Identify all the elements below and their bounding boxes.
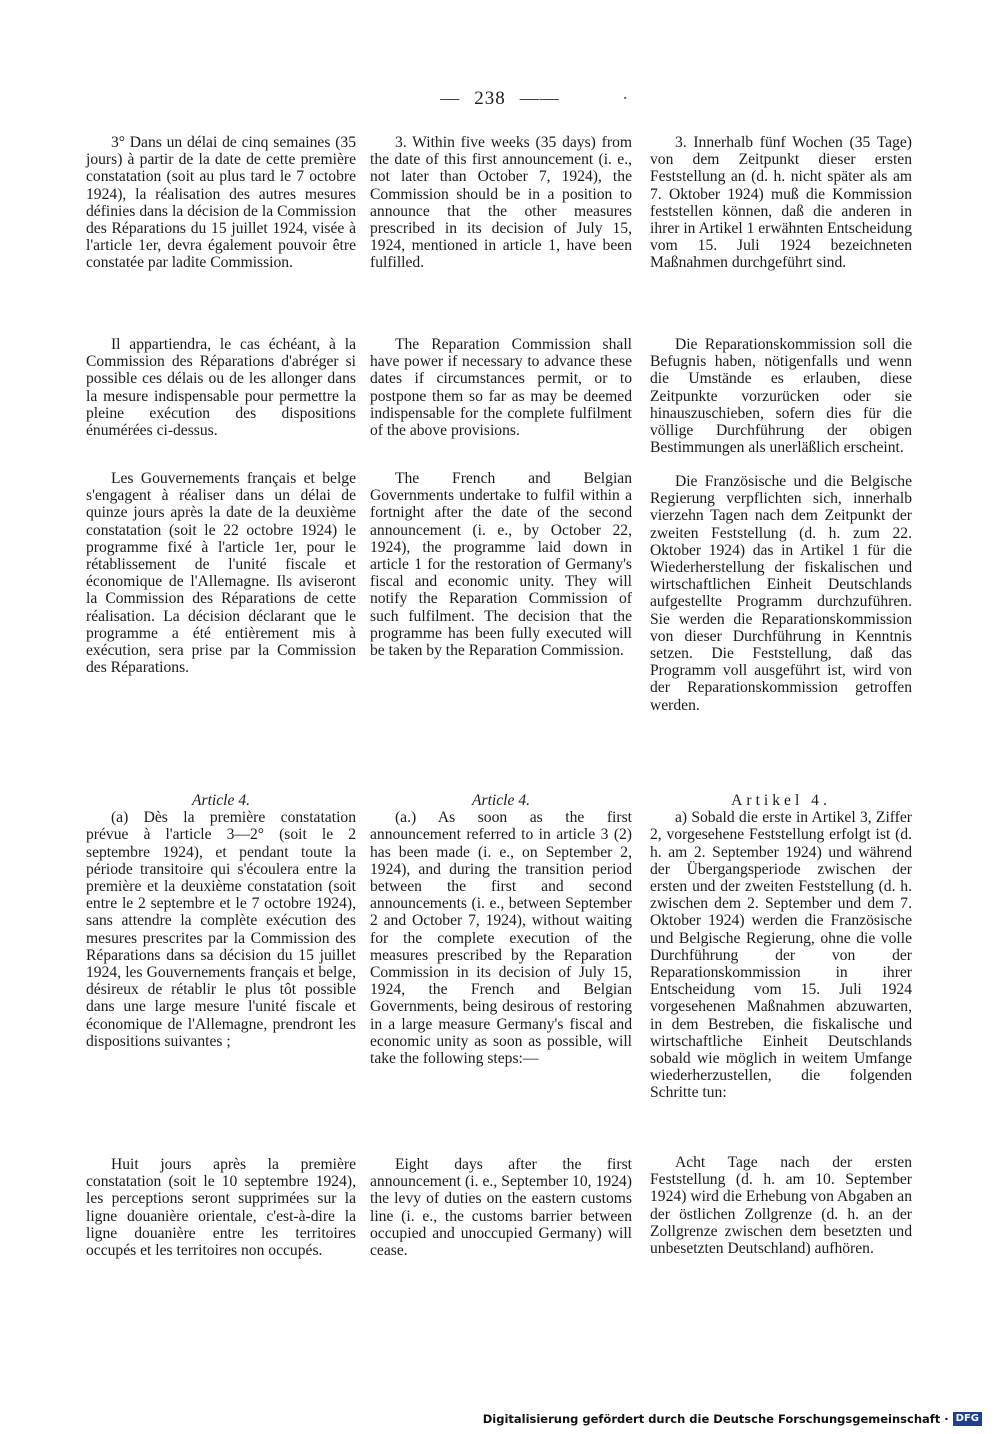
en-text-1: 3. Within five weeks (35 days) from the date of this first announcement (i. e., not later than October 7, 1924), the Commission should be in a position to announce that the other measures prescribed in its decision of July 15, 1924, mentioned in article 1, have been fulfilled. [370, 134, 632, 272]
footer-text: Digitalisierung gefördert durch die Deutsche Forschungsgemeinschaft · [482, 1412, 949, 1426]
de-article-4 [650, 792, 912, 1102]
en-paragraph-1 [370, 134, 632, 272]
de-text-2: Die Reparationskommission soll die Befugnis haben, nötigenfalls und wenn die Umstände es erlauben, diese Zeitpunkte vorzurücken oder sie hinauszuschieben, sofern dies für die völlige Durchführung der obigen Bestimmungen als unerläßlich erscheint. [650, 336, 912, 457]
en-paragraph-3 [370, 470, 632, 659]
de-paragraph-5 [650, 1154, 912, 1257]
fr-article-4 [86, 792, 356, 1050]
fr-text-3: Les Gouvernements français et belge s'engagent à réaliser dans un délai de quinze jours après la date de la deuxième constatation (soit le 22 octobre 1924) le programme fixé à l'article 1er, pour le rétablissement de l'unité fiscale et économique de l'Allemagne. Ils aviseront la Commission des Réparations de cette réalisation. La décision déclarant que le programme a été entièrement mis à exécution, sera prise par la Commission des Réparations. [86, 470, 356, 677]
en-article-4 [370, 792, 632, 1067]
de-text-3: Die Französische und die Belgische Regierung verpflichten sich, innerhalb vierzehn Tagen nach dem Zeitpunkt der zweiten Feststellung (d. h. zum 22. Oktober 1924) das in Artikel 1 für die Wiederherstellung der fiskalischen und wirtschaftlichen Einheit Deutschlands aufgestellte Programm durchzuführen. Sie werden die Reparationskommission von dieser Durchführung in Kenntnis setzen. Die Feststellung, daß das Programm voll ausgeführt ist, wird von der Reparationskommission getroffen werden. [650, 473, 912, 714]
page-number-left-dash: — [440, 88, 461, 109]
page-number-dot: · [622, 88, 630, 109]
fr-paragraph-5 [86, 1156, 356, 1259]
de-paragraph-1 [650, 134, 912, 272]
de-text-5: Acht Tage nach der ersten Feststellung (d. h. am 10. September 1924) wird die Erhebung von Abgaben an der östlichen Zollgrenze (d. h. an der Zollgrenze zwischen dem besetzten und unbesetzten Deutschland) aufhören. [650, 1154, 912, 1258]
en-article-heading: Article 4. [471, 792, 531, 809]
en-paragraph-5 [370, 1156, 632, 1259]
fr-paragraph-1 [86, 134, 356, 272]
page-number: 238 [474, 88, 506, 109]
de-text-1: 3. Innerhalb fünf Wochen (35 Tage) von dem Zeitpunkt dieser ersten Feststellung an (d. h. nicht später als am 7. Oktober 1924) muß die Kommission feststellen können, daß die anderen in ihrer in Artikel 1 erwähnten Entscheidung vom 15. Juli 1924 bezeichneten Maßnahmen durchgeführt sind. [650, 134, 912, 272]
en-text-2: The Reparation Commission shall have power if necessary to advance these dates if circumstances permit, or to postpone them so far as may be deemed indispensable for the complete fulfilment of the above provisions. [370, 336, 632, 440]
en-text-4: (a.) As soon as the first announcement referred to in article 3 (2) has been made (i. e., on September 2, 1924), and during the transition period between the first and second announcements (i. e., between September 2 and October 7, 1924), without waiting for the complete execution of the measures prescribed by the Reparation Commission in its decision of July 15, 1924, the French and Belgian Governments, being desirous of restoring in a large measure Germany's fiscal and economic unity as soon as possible, will take the following steps:— [370, 809, 632, 1068]
de-paragraph-2 [650, 336, 912, 456]
dfg-logo: DFG [953, 1412, 982, 1426]
de-article-heading: Artikel 4. [731, 792, 831, 809]
en-text-3: The French and Belgian Governments undertake to fulfil within a fortnight after the date of the second announcement (i. e., by October 22, 1924), the programme laid down in article 1 for the restoration of Germany's fiscal and economic unity. They will notify the Reparation Commission of such fulfilment. The decision that the programme has been fully executed will be taken by the Reparation Commission. [370, 470, 632, 660]
fr-paragraph-3 [86, 470, 356, 676]
en-text-5: Eight days after the first announcement (i. e., September 10, 1924) the levy of duties on the eastern customs line (i. e., the customs barrier between occupied and unoccupied Germany) will cease. [370, 1156, 632, 1260]
fr-paragraph-2 [86, 336, 356, 439]
funding-footer [483, 1412, 982, 1426]
fr-text-4: (a) Dès la première constatation prévue à l'article 3—2° (soit le 2 septembre 1924), et pendant toute la période transitoire qui s'écoulera entre la première et la deuxième constatation (soit entre le 2 septembre et le 7 octobre 1924), sans attendre la complète exécution des mesures prescrites par la Commission des Réparations dans sa décision du 15 juillet 1924, les Gouvernements français et belge, désireux de rétablir le plus tôt possible dans une large mesure l'unité fiscale et économique de l'Allemagne, prendront les dispositions suivantes ; [86, 809, 356, 1050]
fr-text-2: Il appartiendra, le cas échéant, à la Commission des Réparations d'abréger si possible ces délais ou de les allonger dans la mesure indispensable pour permettre la pleine exécution des dispositions énumérées ci-dessus. [86, 336, 356, 440]
fr-text-1: 3° Dans un délai de cinq semaines (35 jours) à partir de la date de cette première constatation (soit au plus tard le 7 octobre 1924), la réalisation des autres mesures définies dans la décision de la Commission des Réparations du 15 juillet 1924, visée à l'article 1er, devra également pouvoir être constatée par ladite Commission. [86, 134, 356, 272]
page-number-right-dash: —— [519, 88, 560, 109]
fr-article-heading: Article 4. [191, 792, 251, 809]
fr-text-5: Huit jours après la première constatation (soit le 10 septembre 1924), les perceptions seront supprimées sur la ligne douanière orientale, c'est-à-dire la ligne douanière entre les territoires occupés et les territoires non occupés. [86, 1156, 356, 1260]
de-text-4: a) Sobald die erste in Artikel 3, Ziffer 2, vorgesehene Feststellung erfolgt ist (d. h. am 2. September 1924) und während der Übergangsperiode zwischen der ersten und der zweiten Feststellung (d. h. zwischen dem 2. September und dem 7. Oktober 1924) werden die Französische und Belgische Regierung, ohne die volle Durchführung der von der Reparationskommission in ihrer Entscheidung vom 15. Juli 1924 vorgesehenen Maßnahmen abzuwarten, in dem Bestreben, die fiskalische und wirtschaftliche Einheit Deutschlands sobald wie möglich in weitem Umfange wiederherzustellen, die folgenden Schritte tun: [650, 809, 912, 1102]
de-paragraph-3 [650, 473, 912, 714]
en-paragraph-2 [370, 336, 632, 439]
page-number-header [0, 88, 1000, 110]
